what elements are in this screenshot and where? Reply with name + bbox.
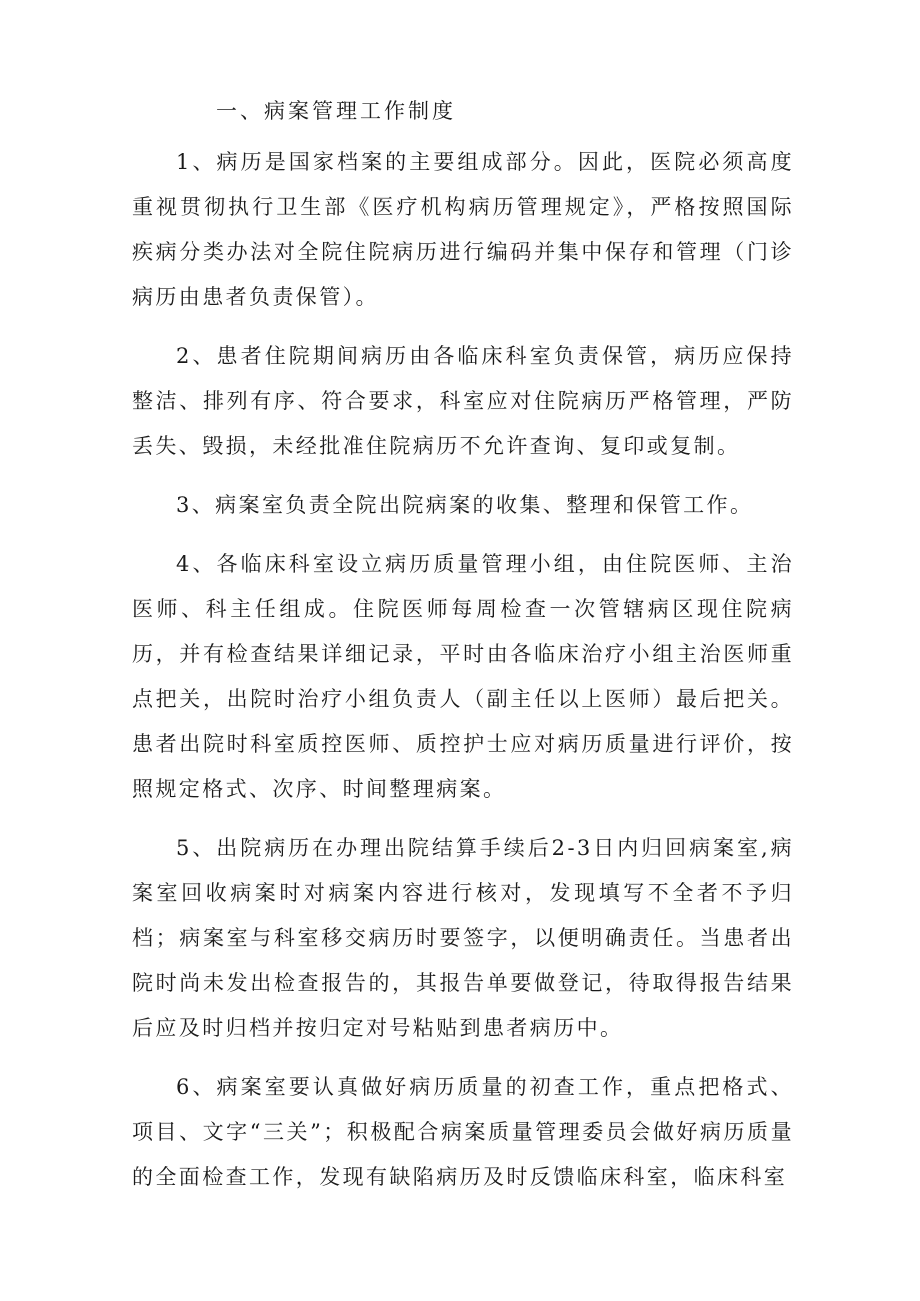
section-heading: 一、病案管理工作制度 <box>216 99 456 123</box>
paragraph-6: 6、病案室要认真做好病历质量的初查工作，重点把格式、项目、文字“三关”；积极配合病案质量管理委员会做好病历质量的全面检查工作，发现有缺陷病历及时反馈临床科室，临床科室 <box>132 1075 794 1189</box>
paragraph-4: 4、各临床科室设立病历质量管理小组，由住院医师、主治医师、科主任组成。住院医师每周检查一次管辖病区现住院病历，并有检查结果详细记录，平时由各临床治疗小组主治医师重点把关，出院时治疗小组负责人（副主任以上医师）最后把关。患者出院时科室质控医师、质控护士应对病历质量进行评价，按照规定格式、次序、时间整理病案。 <box>132 552 794 801</box>
paragraph-5: 5、出院病历在办理出院结算手续后2-3日内归回病案室,病案室回收病案时对病案内容进行核对，发现填写不全者不予归档；病案室与科室移交病历时要签字，以便明确责任。当患者出院时尚未发出检查报告的，其报告单要做登记，待取得报告结果后应及时归档并按归定对号粘贴到患者病历中。 <box>132 836 794 1040</box>
paragraph-3: 3、病案室负责全院出院病案的收集、整理和保管工作。 <box>176 493 754 517</box>
paragraph-2: 2、患者住院期间病历由各临床科室负责保管，病历应保持整洁、排列有序、符合要求，科室应对住院病历严格管理，严防丢失、毁损，未经批准住院病历不允许查询、复印或复制。 <box>132 344 794 458</box>
paragraph-1: 1、病历是国家档案的主要组成部分。因此，医院必须高度重视贯彻执行卫生部《医疗机构病历管理规定》，严格按照国际疾病分类办法对全院住院病历进行编码并集中保存和管理（门诊病历由患者负责保管）。 <box>132 150 794 309</box>
